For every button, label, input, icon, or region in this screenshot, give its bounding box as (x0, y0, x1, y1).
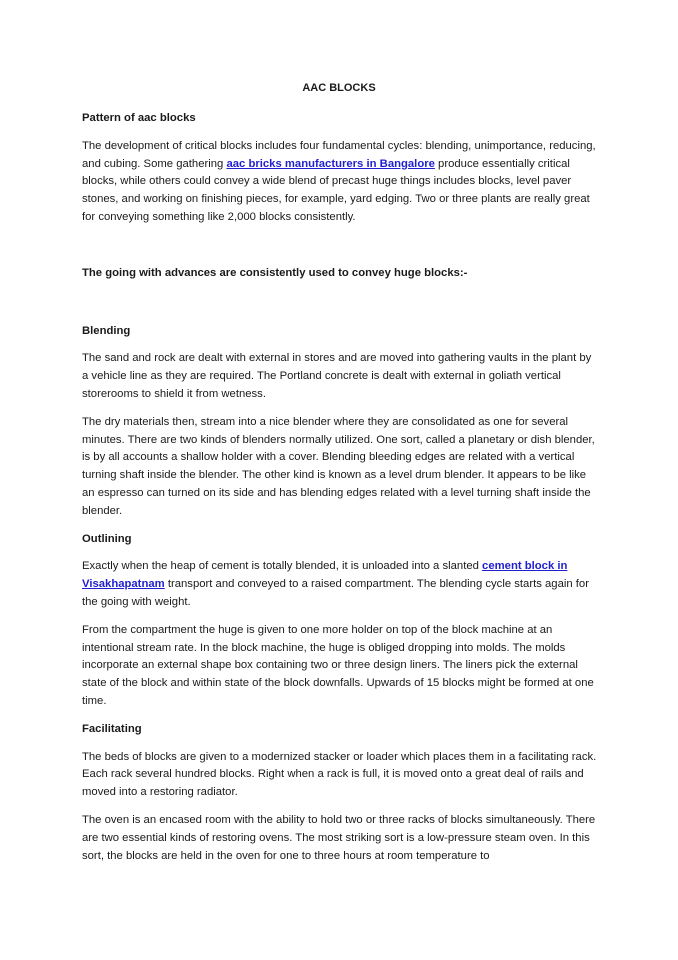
paragraph-outlining-1 (82, 558, 598, 611)
spacer (82, 237, 598, 265)
paragraph-facilitating-2: The oven is an encased room with the ability to hold two or three racks of blocks simultaneously. There are two essential kinds of restoring ovens. The most striking sort is a low-pressure steam oven. In this sort, the blocks are held in the oven for one to three hours at room temperature to (82, 813, 596, 862)
paragraph-blending-1: The sand and rock are dealt with external in stores and are moved into gathering vaults in the plant by a vehicle line as they are required. The Portland concrete is dealt with external in goliath vertical storerooms to shield it from wetness. (82, 352, 592, 400)
paragraph-text: The development of critical blocks includes four fundamental cycles: blending, unimportance, reducing, and cubing. Some gathering (82, 139, 596, 170)
cement-block-link[interactable]: cement block in Visakhapatnam (82, 560, 568, 591)
subheading-advances: The going with advances are consistently used to convey huge blocks:- (82, 266, 468, 279)
document-body (82, 110, 598, 875)
paragraph-text: transport and conveyed to a raised compartment. The blending cycle starts again for the going with weight. (82, 578, 589, 608)
spacer (82, 293, 598, 323)
paragraph-facilitating-1: The beds of blocks are given to a modernized stacker or loader which places them in a facilitating rack. Each rack several hundred blocks. Right when a rack is full, it is moved onto a great deal of rails and moved into a restoring radiator. (82, 750, 597, 799)
paragraph-outlining-2: From the compartment the huge is given to one more holder on top of the block machine at an intentional stream rate. In the block machine, the huge is obliged dropping into molds. The molds incorporate an external shape box containing two or three design liners. The liners pick the external state of the block and within state of the block downfalls. Upwards of 15 blocks might be formed at one time. (82, 623, 594, 707)
paragraph-text: produce essentially critical blocks, while others could convey a wide blend of precast huge things includes blocks, level paver stones, and working on finishing pieces, for example, yard edging. Two or three plants are really great for conveying something like 2,000 blocks consistently. (82, 157, 590, 223)
section-heading-blending: Blending (82, 324, 131, 337)
paragraph-blending-2: The dry materials then, stream into a nice blender where they are consolidated as one for several minutes. There are two kinds of blenders normally utilized. One sort, called a planetary or dish blender, is by all accounts a shallow holder with a cover. Blending bleeding edges are related with a vertical turning shaft inside the blender. The other kind is known as a level drum blender. It appears to be like an espresso can turned on its side and has blending edges related with a level turning shaft inside the blender. (82, 415, 595, 517)
section-heading-outlining: Outlining (82, 532, 132, 545)
section-heading-pattern: Pattern of aac blocks (82, 112, 196, 124)
document-title: AAC BLOCKS (302, 82, 376, 94)
paragraph-text: Exactly when the heap of cement is totally blended, it is unloaded into a slanted (82, 560, 483, 573)
paragraph-pattern (82, 138, 598, 227)
aac-bricks-link[interactable]: aac bricks manufacturers in Bangalore (226, 157, 435, 170)
section-heading-facilitating: Facilitating (82, 722, 142, 735)
